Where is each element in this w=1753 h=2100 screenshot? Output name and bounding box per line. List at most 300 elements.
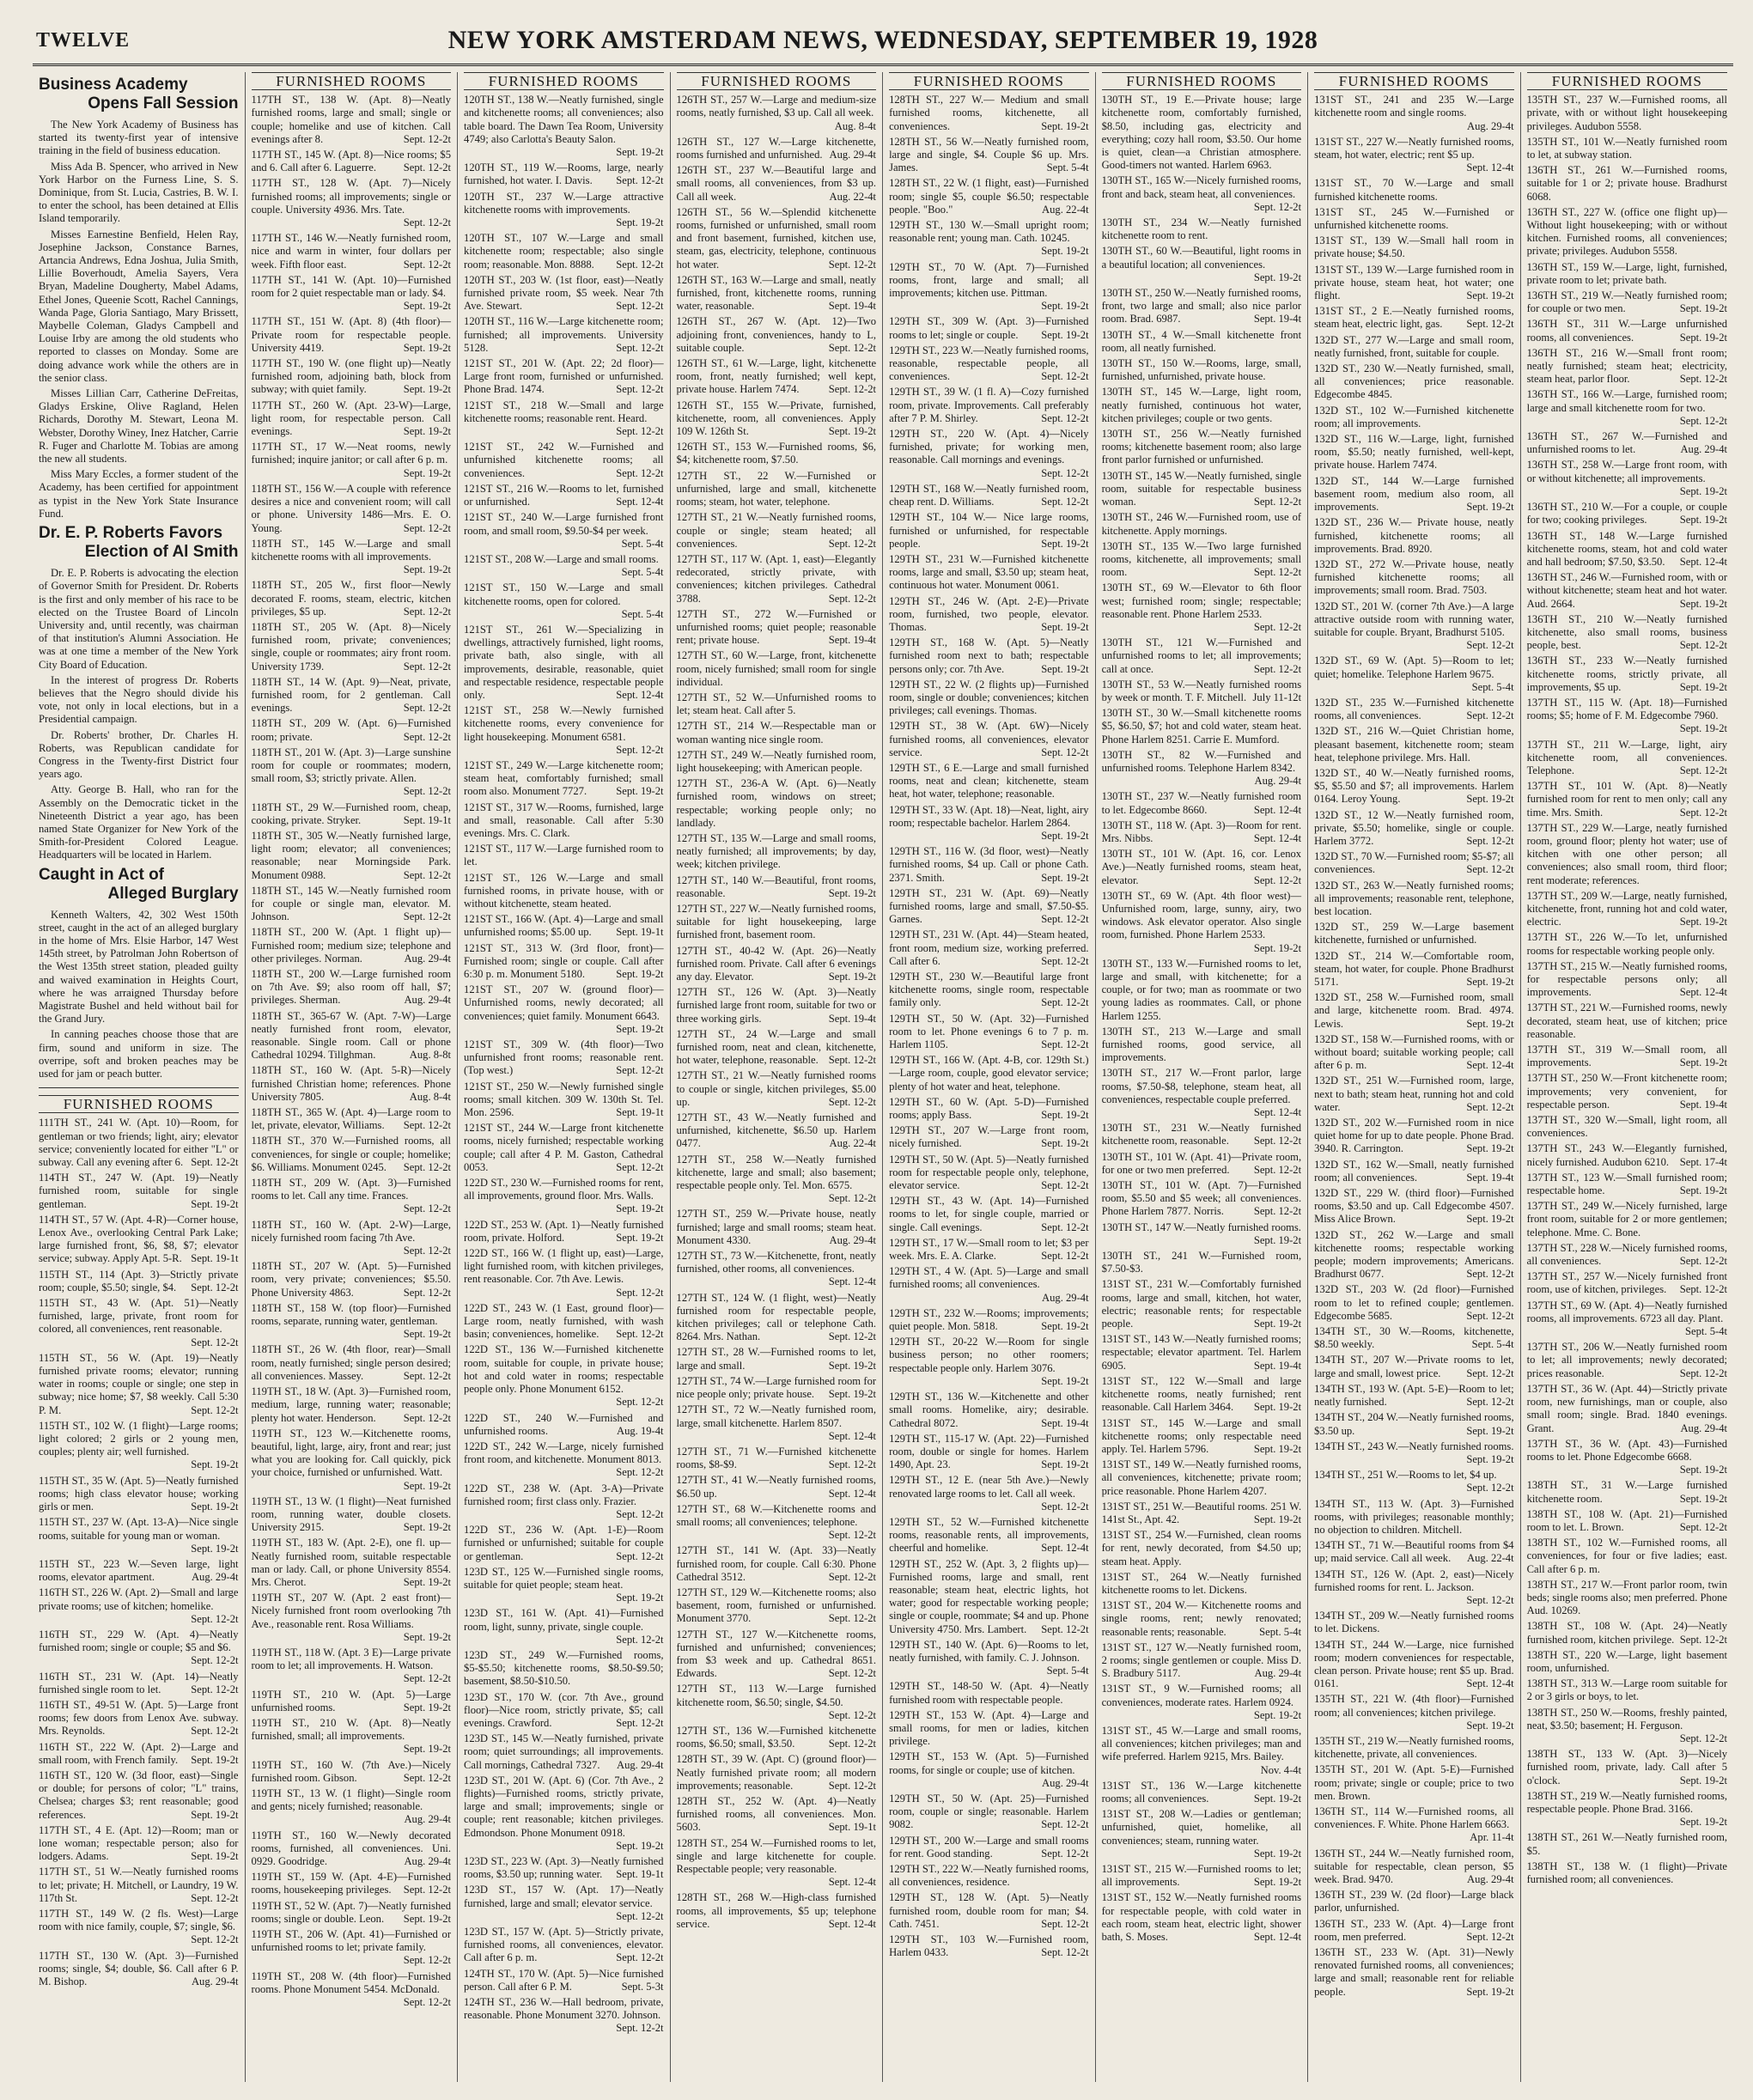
ad-text: 127TH ST., 74 W.—Large furnished room for nice people only; private house. <box>676 1374 877 1401</box>
ad-run-date: Sept. 12-4t <box>1041 1542 1089 1555</box>
ad-run-date: Sept. 12-2t <box>1041 466 1089 479</box>
classified-ad <box>889 428 1089 480</box>
classified-ad <box>252 232 452 271</box>
classified-ad <box>464 161 664 187</box>
ad-run-date: Sept. 19-2t <box>616 1839 664 1852</box>
ad-text: 121ST ST., 218 W.—Small and large kitchenette rooms; reasonable rent. Heard. <box>464 399 664 424</box>
classified-ad <box>1102 581 1302 634</box>
divider <box>39 1087 239 1088</box>
ad-text: 118TH ST., 200 W. (Apt. 1 flight up)—Furnished room; medium size; telephone and other privileges. Norman. <box>251 926 452 965</box>
ad-text: 129TH ST., 52 W.—Furnished kitchenette rooms, reasonable rents, all improvements, cheerful and homelike. <box>889 1515 1089 1555</box>
classified-ad <box>677 1891 877 1931</box>
ad-run-date: Sept. 12-2t <box>1466 1309 1514 1322</box>
ad-run-date: Sept. 12-2t <box>403 1245 452 1257</box>
classified-ad <box>889 1265 1089 1305</box>
classified-ad <box>1102 1026 1302 1065</box>
ad-run-date: Sept. 12-2t <box>616 1328 664 1341</box>
classified-ad <box>252 1106 452 1132</box>
ad-run-date: Sept. 12-2t <box>616 300 664 313</box>
ad-text: 121ST ST., 313 W. (3rd floor, front)—Furnished room; single or couple. Call after 6:30 p. m. Monument 5180. <box>464 941 664 980</box>
classified-ad <box>252 538 452 577</box>
ad-text: 131ST ST., 204 W.— Kitchenette rooms and single rooms, rent; newly renovated; reasonable rents; reasonable. <box>1101 1599 1302 1638</box>
ad-text: 119TH ST., 52 W. (Apt. 7)—Neatly furnished rooms; single or double. Leon. <box>251 1899 452 1925</box>
ad-run-date: Sept. 19-2t <box>403 466 452 479</box>
classified-ad <box>1102 540 1302 580</box>
ad-text: 129TH ST., 50 W. (Apt. 25)—Furnished room, couple or single; reasonable. Harlem 9082. <box>889 1792 1089 1831</box>
classified-ad <box>464 801 664 841</box>
ad-text: 119TH ST., 210 W. (Apt. 5)—Large unfurnished rooms. <box>251 1688 452 1713</box>
ad-text: 122D ST., 230 W.—Furnished rooms for rent, all improvements, ground floor. Mrs. Walls. <box>464 1177 664 1202</box>
ad-text: 124TH ST., 170 W. (Apt. 5)—Nice furnished person. Call after 6 P. M. <box>464 1967 664 1993</box>
ad-run-date: Sept. 19-2t <box>1466 289 1514 302</box>
ad-text: 131ST ST., 143 W.—Neatly furnished rooms; respectable; elevator apartment. Tel. Harlem 6905. <box>1101 1333 1302 1372</box>
ad-text: 131ST ST., 139 W.—Small hall room in private house; $4.50. <box>1314 234 1514 260</box>
classified-ad <box>1527 530 1727 569</box>
ad-run-date: Sept. 19-2t <box>1041 245 1089 258</box>
ad-text: 121ST ST., 244 W.—Large front kitchenette rooms, nicely furnished; respectable working couple; call after 4 P. M. Gaston, Cathedral 0053. <box>464 1122 664 1173</box>
ad-text: 118TH ST., 370 W.—Furnished rooms, all conveniences, for single or couple; homelike; $6. Williams. Monument 0245. <box>251 1135 452 1173</box>
ad-text: 136TH ST., 233 W. (Apt. 4)—Large front room, men preferred. <box>1314 1917 1514 1943</box>
ad-text: 138TH ST., 220 W.—Large, light basement room, unfurnished. <box>1526 1648 1728 1674</box>
ad-text: 137TH ST., 215 W.—Neatly furnished rooms, for respectable persons only; all improvements. <box>1526 959 1728 999</box>
ad-text: 138TH ST., 133 W. (Apt. 3)—Nicely furnished room, private, lady. Call after 5 o'clock. <box>1526 1748 1728 1787</box>
ad-run-date: Sept. 19-2t <box>1041 871 1089 884</box>
ad-run-date: Aug. 8-4t <box>834 119 877 132</box>
ad-text: 134TH ST., 193 W. (Apt. 5-E)—Room to let; neatly furnished. <box>1314 1382 1514 1409</box>
ad-text: 129TH ST., 223 W.—Neatly furnished rooms, reasonable, respectable people, all conveniences. <box>889 344 1089 383</box>
classified-ad <box>1314 1847 1514 1887</box>
ad-text: 119TH ST., 18 W. (Apt. 3)—Furnished room, medium, large, running water; reasonable; plenty hot water. Henderson. <box>251 1385 452 1424</box>
classified-ad <box>464 483 664 508</box>
ad-text: 123D ST., 145 W.—Neatly furnished, private room; quiet surroundings; all improvements. Call mornings, Cathedral 7327. <box>464 1732 664 1771</box>
classified-ad <box>677 357 877 397</box>
ad-text: 118TH ST., 305 W.—Neatly furnished large, light room; elevator; all conveniences; reasonable; near Morningside Park. Monument 0988. <box>251 829 452 881</box>
ad-text: 132D ST., 251 W.—Furnished room, large, next to bath; steam heat, running hot and cold water. <box>1314 1074 1514 1113</box>
classified-ad <box>464 1566 664 1605</box>
ad-run-date: Sept. 12-2t <box>403 1672 452 1685</box>
classified-ad <box>889 971 1089 1010</box>
classified-ad <box>1102 1808 1302 1860</box>
ad-text: 138TH ST., 261 W.—Neatly furnished room, $5. <box>1526 1831 1728 1857</box>
classified-ad <box>889 804 1089 843</box>
ad-run-date: Sept. 19-2t <box>1679 1464 1728 1476</box>
ad-text: 132D ST., 162 W.—Small, neatly furnished room; all conveniences. <box>1314 1158 1514 1184</box>
ad-run-date: Aug. 22-4t <box>1042 203 1089 216</box>
ad-text: 129TH ST., 230 W.—Beautiful large front kitchenette rooms, single room, respectable family only. <box>889 971 1089 1009</box>
article-paragraph: Misses Earnestine Benfield, Helen Ray, Josephine Jackson, Constance Barnes, Artancia Andrews, Edna Joshua, Julia Smith, Lillie Boverhoudt, Amelia Sayers, Vera Bryan, Madeline Dougherty, Mabel Adams, Ethel Jones, Queenie Scott, Rachel Cannings, Wanda Page, Gloria Santiago, Mary Brissett, Maybelle Coleman, Gladys Campbell and Louise Irby are among the old students who reported to classes on Monday. Some are doing advance work while the others are in the senior class. <box>39 228 239 384</box>
classified-ad <box>1314 1735 1514 1761</box>
ad-run-date: Sept. 12-2t <box>1041 996 1089 1009</box>
ad-run-date: Apr. 11-4t <box>1470 1831 1514 1844</box>
classified-ad <box>1314 1693 1514 1732</box>
ad-run-date: Sept. 5-4t <box>621 566 664 579</box>
ad-text: 119TH ST., 123 W.—Kitchenette rooms, beautiful, light, large, airy, front and rear; just what you are looking for. Call quickly, pick your choice, furnished or unfurnished. Watt. <box>251 1427 452 1479</box>
classified-ad <box>1314 1469 1514 1494</box>
ad-text: 121ST ST., 240 W.—Large furnished front room, and small room, $9.50-$4 per week. <box>464 511 664 537</box>
ad-text: 129TH ST., 103 W.—Furnished room, Harlem 0433. <box>889 1933 1089 1959</box>
ad-text: 129TH ST., 231 W.—Furnished kitchenette rooms, large and small, $3.50 up; steam heat, continuous hot water. Monument 0061. <box>889 552 1089 592</box>
classified-ad <box>677 1208 877 1247</box>
ad-text: 131ST ST., 136 W.—Large kitchenette rooms; all conveniences. <box>1101 1779 1302 1805</box>
classified-ad <box>1102 1221 1302 1247</box>
ad-run-date: Sept. 12-2t <box>403 910 452 923</box>
ad-run-date: Sept. 12-4t <box>828 1487 877 1500</box>
classified-ad <box>677 1683 877 1722</box>
ad-run-date: Sept. 12-2t <box>403 605 452 618</box>
ad-text: 119TH ST., 159 W. (Apt. 4-E)—Furnished rooms, housekeeping privileges. <box>251 1871 452 1896</box>
classified-ad <box>1102 958 1302 1023</box>
ad-run-date: Sept. 12-2t <box>403 161 452 174</box>
ad-run-date: Sept. 12-4t <box>1253 1931 1302 1944</box>
ad-run-date: Sept. 12-4t <box>1253 1106 1302 1119</box>
ad-text: 117TH ST., 151 W. (Apt. 8) (4th floor)—Private room for respectable people. University 4419. <box>251 315 452 354</box>
ad-text: 127TH ST., 249 W.—Neatly furnished room, light housekeeping; with American people. <box>676 748 877 774</box>
ad-text: 129TH ST., 220 W. (Apt. 4)—Nicely furnished, private; for working men, reasonable. Call mornings and evenings. <box>889 428 1089 466</box>
ad-run-date: Sept. 19-1t <box>616 1868 664 1881</box>
classified-ad <box>1527 1790 1727 1829</box>
article-paragraph: Miss Ada B. Spencer, who arrived in New York Harbor on the Furness Line, S. S. Dominique, from St. Lucia, Castries, B. W. I. to enter the school, has been detained at Ellis Island temporarily. <box>39 160 239 225</box>
ad-run-date: Sept. 12-2t <box>1041 1220 1089 1233</box>
ad-text: 136TH ST., 159 W.—Large, light, furnished, private room to let; private bath. <box>1526 260 1728 286</box>
ad-text: 131ST ST., 70 W.—Large and small furnished kitchenette rooms. <box>1314 177 1514 203</box>
ad-text: 138TH ST., 108 W. (Apt. 21)—Furnished room to let. L. Brown. <box>1526 1507 1728 1533</box>
ad-run-date: Sept. 19-2t <box>1253 1847 1302 1860</box>
classified-ad <box>252 801 452 827</box>
ad-run-date: Sept. 19-2t <box>191 1808 239 1821</box>
classified-ad <box>464 1177 664 1216</box>
ad-text: 127TH ST., 21 W.—Neatly furnished rooms, couple or single; steam heated; all conveniences. <box>676 511 877 550</box>
classified-ad <box>889 511 1089 551</box>
classified-ad <box>252 94 452 146</box>
ad-text: 127TH ST., 135 W.—Large and small rooms, neatly furnished; all improvements; by day, week; kitchen privilege. <box>676 831 877 871</box>
ad-text: 129TH ST., 168 W.—Neatly furnished room, cheap rent. D. Williams. <box>889 482 1089 508</box>
ad-run-date: Sept. 12-2t <box>1679 1367 1728 1379</box>
newspaper-page <box>33 15 1733 2085</box>
classified-ad <box>677 94 877 133</box>
classified-ad <box>1102 287 1302 326</box>
classified-ad <box>1527 780 1727 819</box>
ad-run-date: Nov. 4-4t <box>1260 1763 1302 1776</box>
article-paragraph: In the interest of progress Dr. Roberts believes that the Negro should divide his vote, not only in local elections, but in a Presidential campaign. <box>39 673 239 726</box>
classified-ad <box>464 624 664 702</box>
ad-text: 115TH ST., 102 W. (1 flight)—Large rooms; light colored; 2 girls or 2 young men, couples; plenty air; well furnished. <box>39 1419 239 1458</box>
ad-text: 130TH ST., 118 W. (Apt. 3)—Room for rent. Mrs. Nibbs. <box>1101 819 1302 844</box>
ad-text: 126TH ST., 153 W.—Furnished rooms, $6, $4; kitchenette room, $7.50. <box>676 441 877 466</box>
ad-run-date: Sept. 12-2t <box>616 341 664 354</box>
ad-run-date: Sept. 5-4t <box>1685 1325 1728 1338</box>
ad-run-date: Sept. 19-2t <box>1253 1513 1302 1525</box>
ad-text: 118TH ST., 205 W., first floor—Newly decorated F. rooms, steam, electric, kitchen privileges, $5 up. <box>251 579 452 618</box>
ad-run-date: Sept. 12-2t <box>403 702 452 715</box>
ad-text: 127TH ST., 214 W.—Respectable man or woman wanting nice single room. <box>676 720 877 746</box>
classified-ad <box>252 717 452 743</box>
classified-ad <box>889 219 1089 259</box>
ad-run-date: Sept. 19-2t <box>1679 1492 1728 1505</box>
classified-ad <box>252 1010 452 1062</box>
classified-ad <box>39 1269 239 1294</box>
ad-text: 127TH ST., 126 W. (Apt. 3)—Neatly furnished large front room, suitable for two or three working girls. <box>676 986 877 1025</box>
ad-text: 130TH ST., 165 W.—Nicely furnished rooms, front and back, steam heat, all conveniences. <box>1101 174 1302 200</box>
classified-ad <box>252 1928 452 1968</box>
classified-ad <box>464 1524 664 1563</box>
ad-text: 132D ST., 69 W. (Apt. 5)—Room to let; quiet; homelike. Telephone Harlem 9675. <box>1314 654 1514 680</box>
masthead <box>33 15 1733 66</box>
classified-ad <box>252 399 452 439</box>
ad-text: 136TH ST., 210 W.—For a couple, or couple for two; cooking privileges. <box>1526 501 1728 527</box>
classified-ad <box>677 1503 877 1543</box>
classified-ad <box>464 1247 664 1300</box>
classified-ad <box>1527 1677 1727 1703</box>
ad-run-date: Sept. 19-1t <box>403 813 452 826</box>
ad-text: 132D ST., 40 W.—Neatly furnished rooms, $5, $5.50 and $7; all improvements. Harlem 0164. Leroy Young. <box>1314 766 1514 806</box>
ad-text: 119TH ST., 118 W. (Apt. 3 E)—Large private room to let; all improvements. H. Watson. <box>251 1646 452 1672</box>
classified-ad <box>677 553 877 606</box>
classified-ad <box>889 1750 1089 1790</box>
ad-run-date: Sept. 5-3t <box>621 1980 664 1993</box>
ad-text: 114TH ST., 247 W. (Apt. 19)—Neatly furnished room, suitable for single gentleman. <box>39 1172 239 1210</box>
ad-run-date: Sept. 19-2t <box>1679 331 1728 344</box>
classified-ad <box>252 676 452 715</box>
classified-ad <box>1527 1707 1727 1746</box>
ad-text: 117TH ST., 17 W.—Neat rooms, newly furnished; inquire janitor; or call after 6 p. m. <box>251 441 452 466</box>
classified-ad <box>1527 1270 1727 1296</box>
ad-text: 129TH ST., 200 W.—Large and small rooms for rent. Good standing. <box>889 1834 1089 1860</box>
ad-text: 130TH ST., 82 W.—Furnished and unfurnished rooms. Telephone Harlem 8342. <box>1101 748 1302 774</box>
ad-text: 115TH ST., 43 W. (Apt. 51)—Neatly furnished, large, private, front room for colored, all conveniences, rent reasonable. <box>39 1297 239 1336</box>
classified-ad <box>1314 334 1514 360</box>
ad-run-date: Sept. 12-2t <box>403 1954 452 1967</box>
ad-run-date: Aug. 19-4t <box>616 1424 664 1437</box>
column-5 <box>883 72 1096 2082</box>
classified-ad <box>1102 428 1302 467</box>
ad-run-date: Sept. 12-2t <box>828 1458 877 1471</box>
classified-ad <box>1314 1074 1514 1114</box>
ad-text: 134TH ST., 30 W.—Rooms, kitchenette, $8.50 weekly. <box>1314 1325 1514 1351</box>
section-heading: FURNISHED ROOMS <box>889 72 1089 90</box>
classified-ad <box>464 1482 664 1522</box>
ad-run-date: Sept. 12-4t <box>828 1275 877 1288</box>
classified-ad <box>464 1343 664 1409</box>
ad-text: 129TH ST., 115-17 W. (Apt. 22)—Furnished room, double or single for homes. Harlem 1490, Apt. 23. <box>889 1432 1089 1471</box>
newspaper-title: NEW YORK AMSTERDAM NEWS, WEDNESDAY, SEPTEMBER 19, 1928 <box>447 26 1318 54</box>
ad-run-date: Sept. 19-2t <box>616 146 664 159</box>
ad-run-date: Sept. 12-2t <box>616 1466 664 1479</box>
ad-text: 120TH ST., 138 W.—Neatly furnished, single and kitchenette rooms; all conveniences; also table board. The Dawn Tea Room, University 4749; also Carlotta's Beauty Salon. <box>464 94 664 145</box>
classified-ad <box>252 1177 452 1216</box>
ad-text: 119TH ST., 183 W. (Apt. 2-E), one fl. up—Neatly furnished room, suitable respectable man or lady. Call, or phone University 8554. Mrs. Cherot. <box>251 1537 452 1588</box>
classified-ad <box>1102 1641 1302 1681</box>
ad-run-date: Sept. 12-2t <box>616 1951 664 1964</box>
ad-text: 137TH ST., 101 W. (Apt. 8)—Neatly furnished room for rent to men only; call any time. Mrs. Smith. <box>1526 780 1728 819</box>
ad-text: 130TH ST., 234 W.—Neatly furnished kitchenette room to rent. <box>1101 216 1302 242</box>
classified-ad <box>677 274 877 313</box>
ad-text: 129TH ST., 246 W. (Apt. 2-E)—Private room, furnished, two people, elevator. Thomas. <box>889 594 1089 633</box>
ad-text: 118TH ST., 365 W. (Apt. 4)—Large room to let, private, elevator, Williams. <box>251 1106 452 1132</box>
ad-text: 114TH ST., 57 W. (Apt. 4-R)—Corner house, Lenox Ave., overlooking Central Park Lake; large furnished front, $6, $8, $7; elevator service; subway. Apply Apt. 5-R. <box>39 1213 239 1265</box>
ad-run-date: Sept. 12-2t <box>1466 1482 1514 1494</box>
ad-text: 129TH ST., 104 W.— Nice large rooms, furnished or unfurnished, for respectable people. <box>889 511 1089 550</box>
ad-run-date: Sept. 19-2t <box>1679 680 1728 693</box>
ad-text: 129TH ST., 33 W. (Apt. 18)—Neat, light, airy room; respectable bachelor. Harlem 2864. <box>889 803 1089 829</box>
ad-text: 129TH ST., 231 W. (Apt. 44)—Steam heated, front room, medium size, working preferred. Call after 6. <box>889 928 1089 967</box>
classified-ad <box>252 357 452 397</box>
classified-ad <box>1314 1411 1514 1437</box>
ad-text: 132D ST., 262 W.—Large and small kitchenette rooms; respectable working people; modern improvements; Americans. Bradhurst 0677. <box>1314 1228 1514 1281</box>
ad-run-date: Sept. 19-2t <box>191 1458 239 1471</box>
classified-ad <box>252 1537 452 1589</box>
ad-text: 129TH ST., 43 W. (Apt. 14)—Furnished rooms to let, for single couple, married or single. Call evenings. <box>889 1195 1089 1233</box>
ad-text: 136TH ST., 233 W. (Apt. 31)—Newly renovated furnished rooms, all conveniences; large and small; reasonable rent for reliable people. <box>1314 1946 1514 1998</box>
classified-ad <box>1527 613 1727 653</box>
classified-ad <box>252 177 452 229</box>
classified-ad <box>1314 1354 1514 1379</box>
classified-ad <box>677 691 877 717</box>
classified-ad <box>252 830 452 882</box>
classified-ad <box>889 1195 1089 1234</box>
ad-run-date: Sept. 5-4t <box>621 607 664 620</box>
ad-run-date: Sept. 12-2t <box>1466 1367 1514 1379</box>
ad-run-date: Sept. 12-2t <box>1466 1930 1514 1943</box>
classified-ad <box>39 1741 239 1767</box>
ad-text: 135TH ST., 201 W. (Apt. 5-E)—Furnished room; private; single or couple; price to two men. Brown. <box>1314 1763 1514 1802</box>
ad-text: 130TH ST., 4 W.—Small kitchenette front room, all neatly furnished. <box>1101 328 1302 354</box>
ad-run-date: Aug. 29-4t <box>1680 1421 1728 1434</box>
ad-text: 117TH ST., 260 W. (Apt. 23-W)—Large, light room, for respectable person. Call evenings. <box>251 399 452 438</box>
classified-ad <box>39 1866 239 1905</box>
classified-ad <box>252 1689 452 1714</box>
classified-ad <box>252 1647 452 1686</box>
ad-run-date: Sept. 19-2t <box>1679 722 1728 735</box>
article-headline: Business Academy <box>39 76 188 94</box>
ad-text: 131ST ST., 152 W.—Neatly furnished rooms for respectable people, with cold water in each room, steam heat, electric light, shower bath, S. Moses. <box>1101 1891 1302 1944</box>
ad-text: 129TH ST., 22 W. (2 flights up)—Furnished room, single or double; conveniences; kitchen privileges; call evenings. Thomas. <box>889 678 1089 717</box>
ad-text: 115TH ST., 35 W. (Apt. 5)—Neatly furnished rooms; high class elevator house; working girls or men. <box>39 1474 239 1513</box>
ad-text: 130TH ST., 256 W.—Neatly furnished rooms; kitchenette basement room; also large front parlor furnished or unfurnished. <box>1101 428 1302 466</box>
classified-ad <box>889 315 1089 341</box>
ad-text: 129TH ST., 50 W. (Apt. 32)—Furnished room to let. Phone evenings 6 to 7 p. m. Harlem 1105. <box>889 1012 1089 1051</box>
classified-ad <box>677 608 877 648</box>
ad-run-date: Sept. 19-2t <box>1253 1792 1302 1805</box>
ad-text: 131ST ST., 208 W.—Ladies or gentleman; unfurnished, quiet, homelike, all conveniences; steam, running water. <box>1101 1808 1302 1847</box>
ad-text: 136TH ST., 261 W.—Furnished rooms, suitable for 1 or 2; private house. Bradhurst 6068. <box>1526 164 1728 203</box>
ad-run-date: Sept. 12-2t <box>1679 373 1728 386</box>
classified-ad <box>1314 362 1514 402</box>
classified-ad <box>889 1237 1089 1263</box>
classified-ad <box>1314 1440 1514 1466</box>
ad-text: 129TH ST., 148-50 W. (Apt. 4)—Neatly furnished room with respectable people. <box>889 1680 1089 1706</box>
ad-text: 134TH ST., 113 W. (Apt. 3)—Furnished rooms, with privileges; reasonable monthly; no objection to children. Mitchell. <box>1314 1497 1514 1536</box>
ad-text: 136TH ST., 233 W.—Neatly furnished kitchenette rooms, strictly private, all improvements, $5 up. <box>1526 654 1728 693</box>
ad-run-date: Sept. 19-2t <box>403 1575 452 1588</box>
ad-run-date: Sept. 12-4t <box>616 496 664 508</box>
ad-run-date: Sept. 12-2t <box>1466 1593 1514 1606</box>
classified-ad <box>1527 1341 1727 1380</box>
ad-text: 129TH ST., 128 W. (Apt. 5)—Neatly furnished room, double room for man; $4. Cath. 7451. <box>889 1891 1089 1930</box>
article-subheadline: Alleged Burglary <box>107 884 239 903</box>
ad-text: 126TH ST., 155 W.—Private, furnished, kitchenette, room, all conveniences. Apply 109 W. 126th St. <box>676 399 877 438</box>
classified-ad <box>889 1433 1089 1472</box>
classified-ad <box>1527 1300 1727 1339</box>
ad-run-date: Sept. 19-4t <box>1253 313 1302 326</box>
classified-ad <box>464 1732 664 1772</box>
ad-run-date: Sept. 19-2t <box>828 886 877 899</box>
ad-run-date: Sept. 19-2t <box>1466 501 1514 514</box>
ad-run-date: Sept. 12-4t <box>1679 555 1728 568</box>
classified-ad <box>1102 1863 1302 1889</box>
classified-ad <box>889 762 1089 801</box>
classified-ad <box>677 1375 877 1401</box>
classified-ad <box>252 621 452 673</box>
classified-ad <box>252 483 452 535</box>
ad-run-date: Sept. 12-2t <box>1253 1163 1302 1176</box>
ad-run-date: Sept. 12-2t <box>1041 1946 1089 1959</box>
ad-text: 135TH ST., 221 W. (4th floor)—Furnished room; all conveniences; kitchen privilege. <box>1314 1693 1514 1719</box>
classified-ad <box>1527 1044 1727 1069</box>
ad-text: 121ST ST., 258 W.—Newly furnished kitchenette rooms, every convenience for light housekeeping. Monument 6581. <box>464 704 664 743</box>
classified-ad <box>889 1336 1089 1388</box>
ad-run-date: Sept. 19-2t <box>403 1701 452 1713</box>
ad-text: 130TH ST., 145 W.—Neatly furnished, single room, suitable for respectable business woman. <box>1101 469 1302 508</box>
classified-ad <box>1527 1172 1727 1197</box>
ad-text: 137TH ST., 36 W. (Apt. 43)—Furnished rooms to let. Phone Edgecombe 6668. <box>1526 1437 1728 1463</box>
ad-text: 137TH ST., 211 W.—Large, light, airy kitchenette room, all conveniences. Telephone. <box>1526 738 1728 776</box>
ad-text: 127TH ST., 21 W.—Neatly furnished rooms to couple or single, kitchen privileges, $5.00 up. <box>676 1069 877 1108</box>
ad-run-date: Sept. 19-2t <box>616 968 664 980</box>
ad-run-date: Sept. 19-2t <box>1466 1719 1514 1732</box>
ad-text: 116TH ST., 231 W. (Apt. 14)—Neatly furnished single room to let. <box>39 1670 239 1695</box>
ad-run-date: Sept. 19-2t <box>403 383 452 396</box>
ad-text: 134TH ST., 251 W.—Rooms to let, $4 up. <box>1314 1469 1497 1482</box>
classified-ad <box>677 832 877 872</box>
ad-run-date: Sept. 12-4t <box>616 688 664 701</box>
classified-ad <box>464 1080 664 1120</box>
classified-ad <box>464 1691 664 1731</box>
classified-ad <box>464 581 664 621</box>
ad-run-date: Sept. 12-2t <box>403 258 452 271</box>
ad-text: 130TH ST., 135 W.—Two large furnished rooms, kitchenette, all improvements; small room. <box>1101 539 1302 579</box>
section-heading: FURNISHED ROOMS <box>39 1095 239 1113</box>
ad-text: 127TH ST., 68 W.—Kitchenette rooms and small rooms; all conveniences; telephone. <box>676 1502 877 1528</box>
ad-text: 119TH ST., 210 W. (Apt. 8)—Neatly furnished, small; all improvements. <box>251 1716 452 1743</box>
classified-ad <box>464 1884 664 1923</box>
ad-text: 123D ST., 125 W.—Furnished single rooms, suitable for quiet people; steam heat. <box>464 1565 664 1591</box>
classified-ad <box>252 149 452 174</box>
classified-ad <box>889 483 1089 508</box>
ad-run-date: Sept. 19-4t <box>1679 1098 1728 1111</box>
ad-run-date: Sept. 19-2t <box>616 1022 664 1035</box>
ad-run-date: Sept. 12-2t <box>1466 863 1514 876</box>
classified-ad <box>1314 1918 1514 1944</box>
classified-ad <box>464 704 664 757</box>
ad-text: 117TH ST., 51 W.—Neatly furnished rooms to let; private; H. Mitchell, or Laundry, 19 W. 117th St. <box>39 1866 239 1904</box>
ad-run-date: Sept. 19-2t <box>1041 1320 1089 1333</box>
classified-ad <box>677 206 877 271</box>
classified-ad <box>1314 767 1514 807</box>
classified-ad <box>677 511 877 551</box>
ad-run-date: Sept. 12-2t <box>403 730 452 743</box>
article-paragraph: Kenneth Walters, 42, 302 West 150th street, caught in the act of an alleged burglary in the home of Mrs. Elsie Harbor, 147 West 145th street, by Patrolman John Robertson of the West 135th street station, pleaded guilty and waived examination in Heights Court, where he was arraigned Thursday before Magistrate Bushel and held without bail for the Grand Jury. <box>39 908 239 1026</box>
classified-ad <box>889 595 1089 635</box>
ad-text: 132D ST., 70 W.—Furnished room; $5-$7; all conveniences. <box>1314 850 1514 876</box>
news-article <box>39 76 239 520</box>
article-paragraph: The New York Academy of Business has started its twenty-first year of intensive training in the field of business education. <box>39 119 239 157</box>
ad-text: 132D ST., 12 W.—Neatly furnished room, private, $5.50; homelike, single or couple. Harlem 3772. <box>1314 808 1514 847</box>
ad-text: 119TH ST., 13 W. (1 flight)—Single room and gents; nicely furnished; reasonable. <box>251 1787 452 1813</box>
classified-ad <box>1314 475 1514 514</box>
ad-run-date: Sept. 12-2t <box>828 1667 877 1680</box>
ad-text: 123D ST., 157 W. (Apt. 5)—Strictly private, furnished rooms, all conveniences, elevator. Call after 6 p. m. <box>464 1926 664 1964</box>
ad-text: 127TH ST., 22 W.—Furnished or unfurnished, large and small, kitchenette rooms; steam, hot water, telephone. <box>676 469 877 508</box>
